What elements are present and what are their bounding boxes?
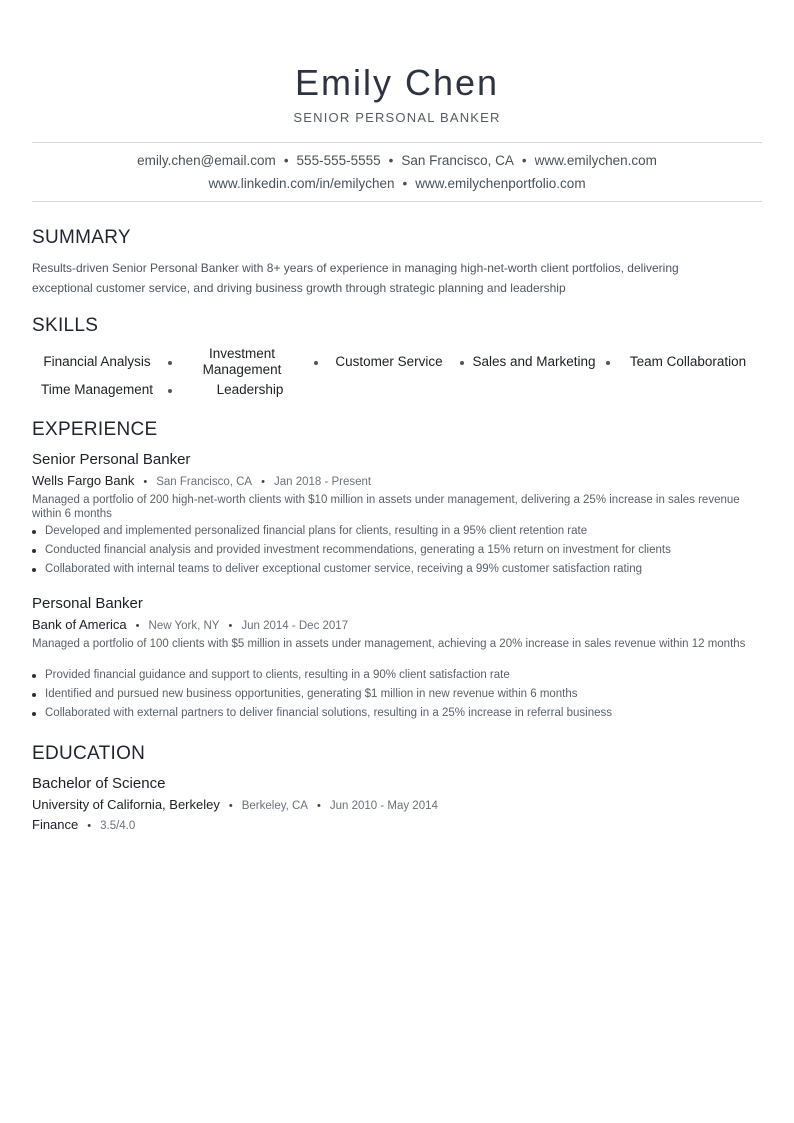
- skill-item: Financial Analysis: [43, 354, 151, 369]
- job-meta: [32, 617, 348, 632]
- job-description: Managed a portfolio of 200 high-net-worth clients with $10 million in assets under management, delivering a 25% increase in sales revenue within 6 months: [32, 494, 740, 520]
- job-title-header: SENIOR PERSONAL BANKER: [293, 110, 501, 125]
- separator: •: [143, 476, 148, 488]
- education-dates: Jun 2010 - May 2014: [329, 800, 438, 812]
- job-bullet: Collaborated with external partners to deliver financial solutions, resulting in a 25% increase in referral business: [32, 707, 612, 719]
- experience-heading: EXPERIENCE: [32, 419, 158, 440]
- job-location: New York, NY: [148, 620, 220, 632]
- separator: •: [402, 176, 408, 191]
- separator: •: [316, 800, 321, 812]
- location: San Francisco, CA: [401, 153, 514, 168]
- job-dates: Jan 2018 - Present: [273, 476, 372, 488]
- skills-heading: SKILLS: [32, 315, 99, 336]
- job-bullet: Collaborated with internal teams to deliver exceptional customer service, receiving a 99% customer satisfaction rating: [32, 563, 642, 575]
- degree: Bachelor of Science: [32, 775, 166, 792]
- bullet-dot: [32, 549, 36, 553]
- education-field-row: [32, 817, 135, 832]
- contact-line-2: [32, 176, 762, 191]
- separator: •: [283, 153, 289, 168]
- gpa: 3.5/4.0: [100, 820, 136, 832]
- phone-number[interactable]: 555-555-5555: [296, 153, 381, 168]
- separator: •: [388, 153, 394, 168]
- skill-item: Team Collaboration: [629, 354, 747, 369]
- job-bullet: Provided financial guidance and support to clients, resulting in a 90% client satisfaction rate: [32, 669, 510, 681]
- skill-separator-dot: [168, 361, 172, 365]
- skill-separator-dot: [606, 361, 610, 365]
- bullet-dot: [32, 712, 36, 716]
- separator: •: [135, 620, 140, 632]
- separator: •: [228, 800, 233, 812]
- divider-bottom: [32, 201, 762, 202]
- job-description: Managed a portfolio of 100 clients with $5 million in assets under management, achieving a 20% increase in sales revenue within 12 months: [32, 638, 746, 650]
- separator: •: [228, 620, 233, 632]
- portfolio-link[interactable]: www.emilychenportfolio.com: [415, 176, 586, 191]
- divider-top: [32, 142, 762, 143]
- education-meta: [32, 797, 438, 812]
- email-link[interactable]: emily.chen@email.com: [137, 153, 276, 168]
- bullet-dot: [32, 530, 36, 534]
- skill-item: Time Management: [40, 382, 154, 397]
- school-location: Berkeley, CA: [241, 800, 308, 812]
- bullet-dot: [32, 693, 36, 697]
- company-name: Wells Fargo Bank: [32, 473, 135, 488]
- summary-heading: SUMMARY: [32, 227, 131, 248]
- website-link[interactable]: www.emilychen.com: [534, 153, 657, 168]
- company-name: Bank of America: [32, 617, 127, 632]
- separator: •: [521, 153, 527, 168]
- job-bullet: Developed and implemented personalized financial plans for clients, resulting in a 95% client retention rate: [32, 525, 587, 537]
- bullet-dot: [32, 674, 36, 678]
- skill-item: Sales and Marketing: [472, 354, 596, 369]
- school-name: University of California, Berkeley: [32, 797, 220, 812]
- job-title: Personal Banker: [32, 595, 143, 612]
- skill-separator-dot: [460, 361, 464, 365]
- job-bullet: Conducted financial analysis and provided investment recommendations, generating a 15% return on investment for clients: [32, 544, 671, 556]
- skill-item: Customer Service: [335, 354, 443, 369]
- job-bullet: Identified and pursued new business opportunities, generating $1 million in new revenue within 6 months: [32, 688, 578, 700]
- job-location: San Francisco, CA: [156, 476, 253, 488]
- summary-text: Results-driven Senior Personal Banker with 8+ years of experience in managing high-net-worth client portfolios, delivering exceptional customer service, and driving business growth through strategic planning and leadership: [32, 261, 679, 295]
- candidate-name: Emily Chen: [294, 62, 500, 103]
- bullet-dot: [32, 568, 36, 572]
- skill-item: Investment Management: [202, 346, 282, 377]
- skill-item: Leadership: [216, 382, 284, 397]
- job-dates: Jun 2014 - Dec 2017: [241, 620, 349, 632]
- education-heading: EDUCATION: [32, 743, 146, 764]
- field-of-study: Finance: [32, 817, 79, 832]
- linkedin-link[interactable]: www.linkedin.com/in/emilychen: [208, 176, 395, 191]
- skill-separator-dot: [168, 389, 172, 393]
- separator: •: [87, 820, 92, 832]
- skill-separator-dot: [314, 361, 318, 365]
- separator: •: [261, 476, 265, 488]
- job-meta: [32, 473, 371, 488]
- contact-line-1: [32, 153, 762, 168]
- job-title: Senior Personal Banker: [32, 451, 191, 468]
